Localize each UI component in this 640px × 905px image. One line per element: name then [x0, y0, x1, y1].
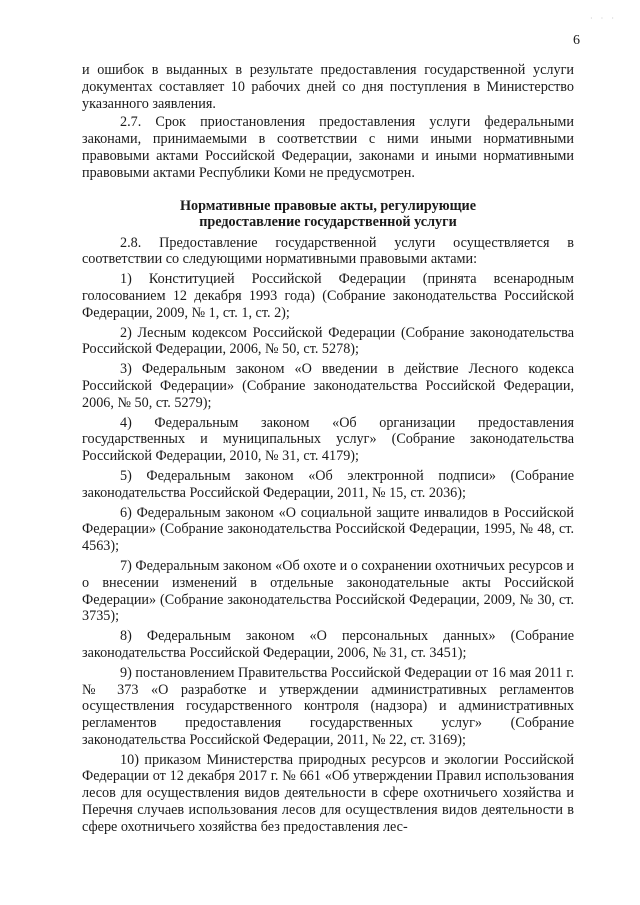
- section-heading-line2: предоставление государственной услуги: [199, 214, 457, 231]
- list-item: 7) Федеральным законом «Об охоте и о сохранении охотничьих ресурсов и о внесении изменений в отдельные законодательные акты Российской Федерации» (Собрание законодательства Российской Федерации, 2009, № 30, ст. 3735);: [82, 557, 574, 625]
- page-number: 6: [573, 33, 580, 48]
- scan-artifact: · · ·: [590, 14, 617, 23]
- list-item: 3) Федеральным законом «О введении в действие Лесного кодекса Российской Федерации» (Собрание законодательства Российской Федерации, 2006, № 50, ст. 5279);: [82, 361, 574, 411]
- list-item: 10) приказом Министерства природных ресурсов и экологии Российской Федерации от 12 декабря 2017 г. № 661 «Об утверждении Правил использования лесов для осуществления видов деятельности в сфере охотничьего хозяйства и Перечня случаев использования лесов для осуществления видов деятельности в сфере охотничьего хозяйства без предоставления лес-: [82, 751, 574, 835]
- section-heading: [82, 198, 574, 231]
- list-item: 2) Лесным кодексом Российской Федерации (Собрание законодательства Российской Федерации, 2006, № 50, ст. 5278);: [82, 324, 574, 358]
- paragraph-continuation: и ошибок в выданных в результате предоставления государственной услуги документах составляет 10 рабочих дней со дня поступления в Министерство указанного заявления.: [82, 62, 574, 112]
- list-item: 4) Федеральным законом «Об организации предоставления государственных и муниципальных услуг» (Собрание законодательства Российской Федерации, 2010, № 31, ст. 4179);: [82, 414, 574, 465]
- list-item: 1) Конституцией Российской Федерации (принята всенародным голосованием 12 декабря 1993 года) (Собрание законодательства Российской Федерации, 2009, № 1, ст. 1, ст. 2);: [82, 271, 574, 321]
- list-item: 5) Федеральным законом «Об электронной подписи» (Собрание законодательства Российской Федерации, 2011, № 15, ст. 2036);: [82, 467, 574, 501]
- list-item: 6) Федеральным законом «О социальной защите инвалидов в Российской Федерации» (Собрание законодательства Российской Федерации, 1995, № 48, ст. 4563);: [82, 504, 574, 555]
- section-heading-line1: Нормативные правовые акты, регулирующие: [179, 197, 477, 214]
- list-item: 8) Федеральным законом «О персональных данных» (Собрание законодательства Российской Федерации, 2006, № 31, ст. 3451);: [82, 628, 574, 661]
- paragraph-2-8: 2.8. Предоставление государственной услуги осуществляется в соответствии со следующими нормативными правовыми актами:: [82, 234, 574, 268]
- list-item: 9) постановлением Правительства Российской Федерации от 16 мая 2011 г. № 373 «О разработке и утверждении административных регламентов осуществления государственного контроля (надзора) и административных регламентов предоставления государственных услуг» (Собрание законодательства Российской Федерации, 2011, № 22, ст. 3169);: [82, 664, 574, 748]
- paragraph-2-7: 2.7. Срок приостановления предоставления услуги федеральными законами, принимаемыми в соответствии с ними иными нормативными правовыми актами Российской Федерации, законами и иными нормативными правовыми актами Республики Коми не предусмотрен.: [82, 114, 574, 181]
- document-body: [82, 62, 574, 836]
